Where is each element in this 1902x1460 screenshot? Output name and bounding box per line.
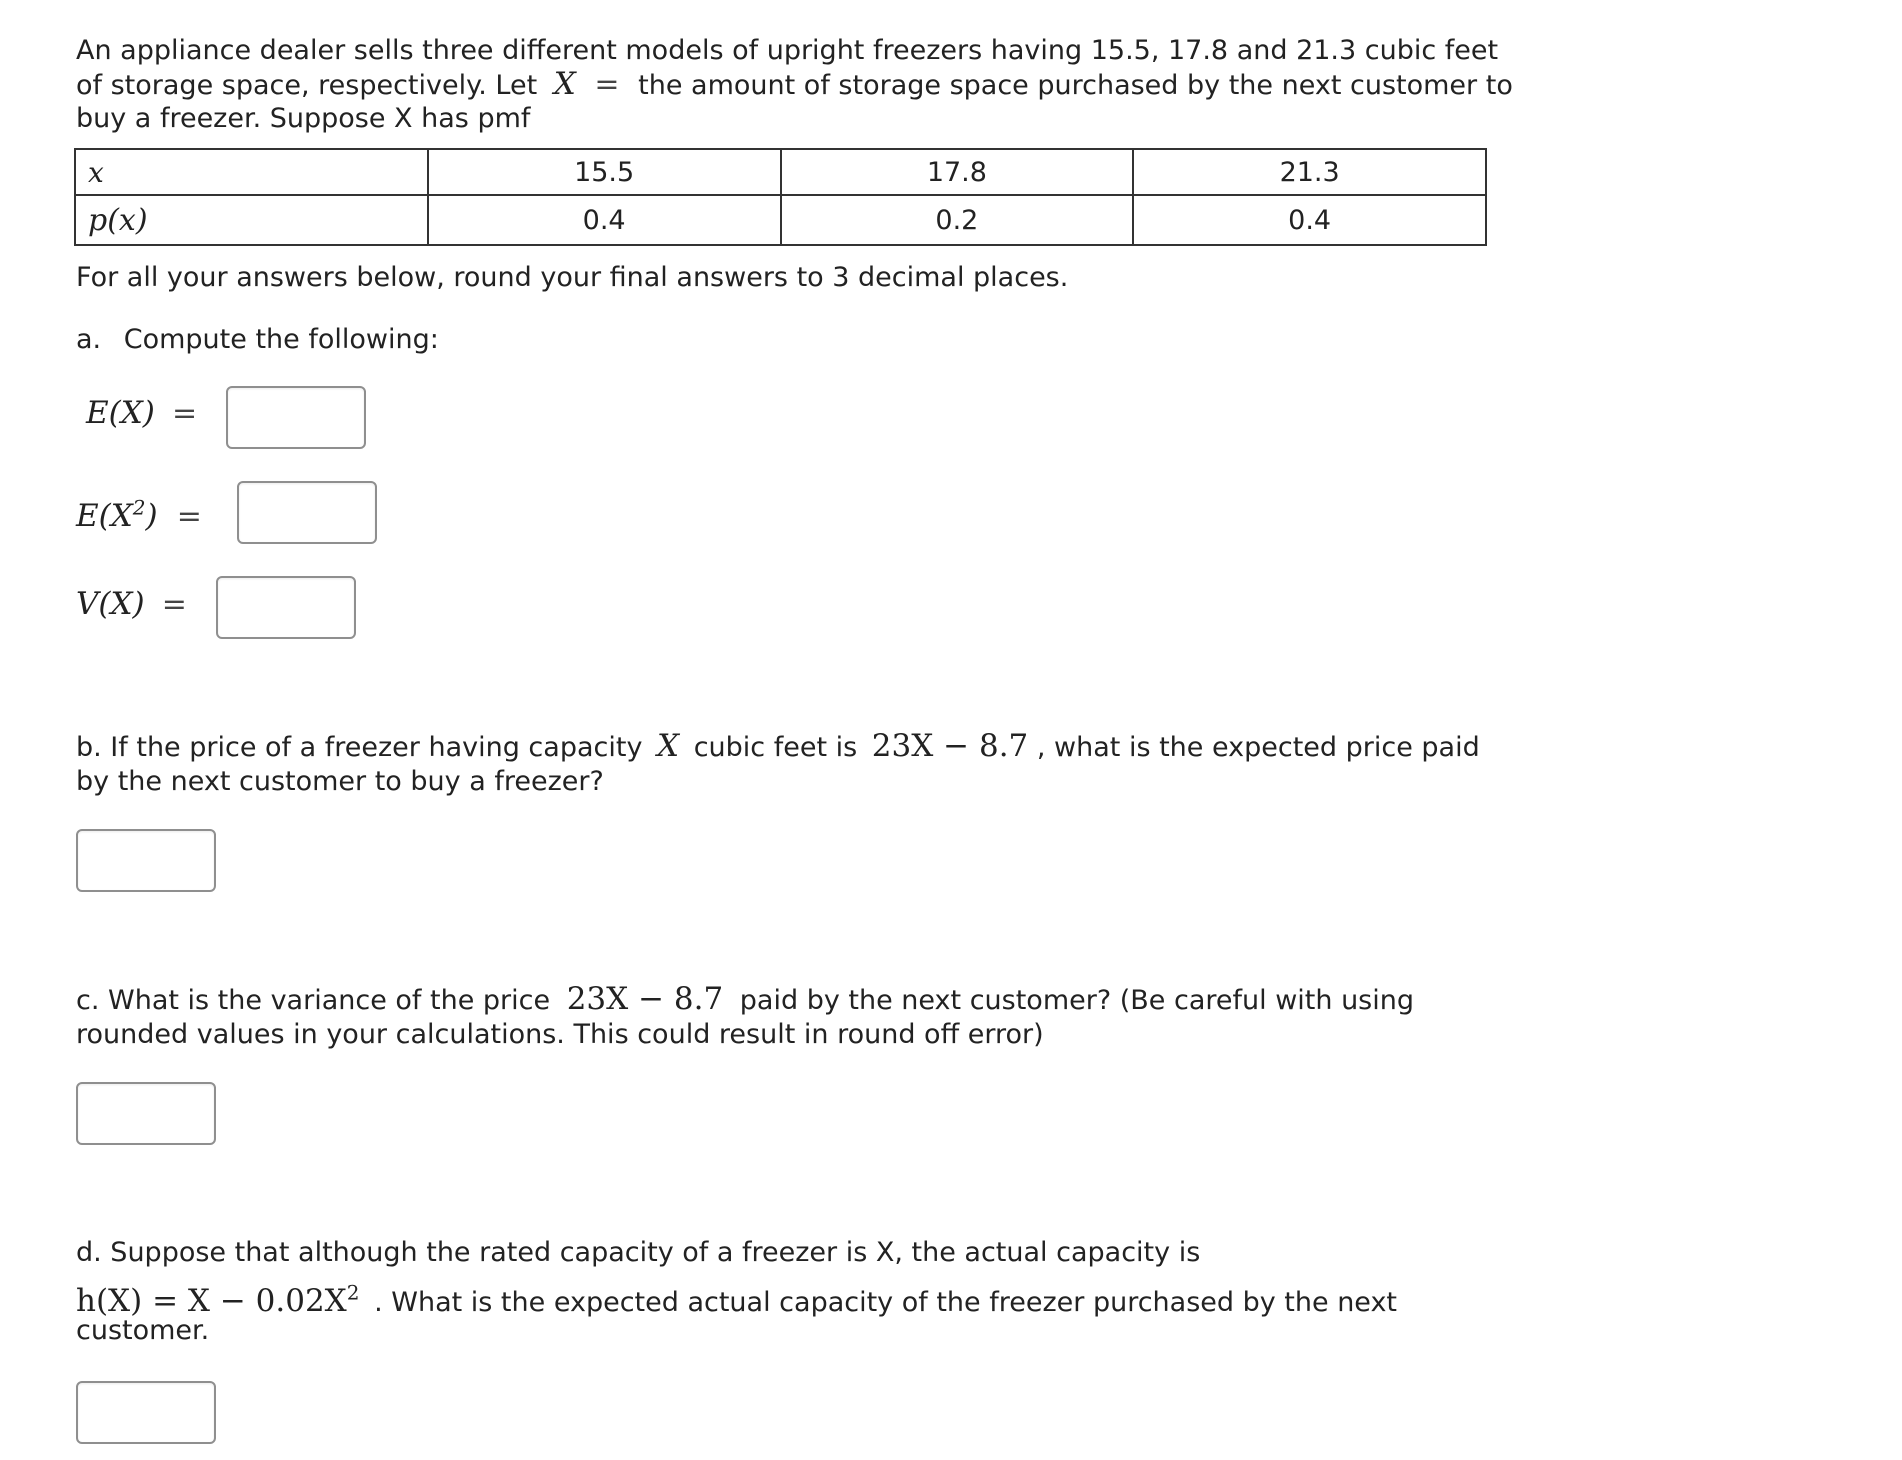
pmf-row-x	[75, 149, 1486, 195]
intro-line-2-text-a: of storage space, respectively. Let	[76, 70, 538, 101]
part-c-line-2: rounded values in your calculations. This could result in round off error)	[76, 1019, 1044, 1050]
pmf-x-value: 15.5	[428, 149, 781, 195]
pmf-header-x: x	[75, 149, 428, 195]
part-a-heading	[76, 323, 439, 356]
price-expression: 23X − 8.7	[566, 981, 724, 1017]
part-b-line-1: b. If the price of a freezer having capacity X cubic feet is 23X − 8.7 , what is the expected price paid	[76, 728, 1480, 764]
pmf-x-value: 21.3	[1133, 149, 1486, 195]
intro-line-2	[76, 68, 1513, 102]
intro-line-3: buy a freezer. Suppose X has pmf	[76, 103, 531, 134]
price-variance-input[interactable]	[76, 1082, 216, 1145]
intro-line-2-text-b: the amount of storage space purchased by the next customer to	[638, 70, 1513, 101]
part-d-line-1: d. Suppose that although the rated capacity of a freezer is X, the actual capacity is	[76, 1237, 1201, 1268]
pmf-p-value: 0.2	[781, 195, 1134, 245]
pmf-table	[74, 148, 1487, 246]
intro-variable-x: X	[553, 66, 576, 102]
part-a-prompt: Compute the following:	[123, 324, 439, 355]
part-d-line-2: $h(X) = X - 0.02X^2$ . What is the expected actual capacity of the freezer purchased by the next	[76, 1281, 1398, 1320]
ex2-label: $E(X^2)$ =	[76, 496, 202, 535]
pmf-p-value: 0.4	[1133, 195, 1486, 245]
pmf-header-p: p(x)	[75, 195, 428, 245]
pmf-row-p	[75, 195, 1486, 245]
capacity-function: $h(X) = X - 0.02X^2$	[76, 1281, 360, 1320]
ex2-answer-input[interactable]	[237, 481, 377, 544]
intro-equals: =	[594, 67, 620, 102]
vx-answer-input[interactable]	[216, 576, 356, 639]
ex-answer-input[interactable]	[226, 386, 366, 449]
vx-label: V(X) =	[76, 586, 187, 622]
rounding-note: For all your answers below, round your final answers to 3 decimal places.	[76, 262, 1069, 293]
expected-capacity-input[interactable]	[76, 1381, 216, 1444]
part-c-line-1: c. What is the variance of the price 23X − 8.7 paid by the next customer? (Be careful with using	[76, 981, 1415, 1017]
ex-label: E(X) =	[86, 395, 198, 431]
price-expression: 23X − 8.7	[871, 728, 1029, 764]
part-d-line-3: customer.	[76, 1315, 210, 1346]
expected-price-input[interactable]	[76, 829, 216, 892]
pmf-p-value: 0.4	[428, 195, 781, 245]
pmf-x-value: 17.8	[781, 149, 1134, 195]
part-b-line-2: by the next customer to buy a freezer?	[76, 766, 604, 797]
part-a-label: a.	[76, 324, 102, 355]
intro-line-1: An appliance dealer sells three different models of upright freezers having 15.5, 17.8 and 21.3 cubic feet	[76, 35, 1499, 66]
